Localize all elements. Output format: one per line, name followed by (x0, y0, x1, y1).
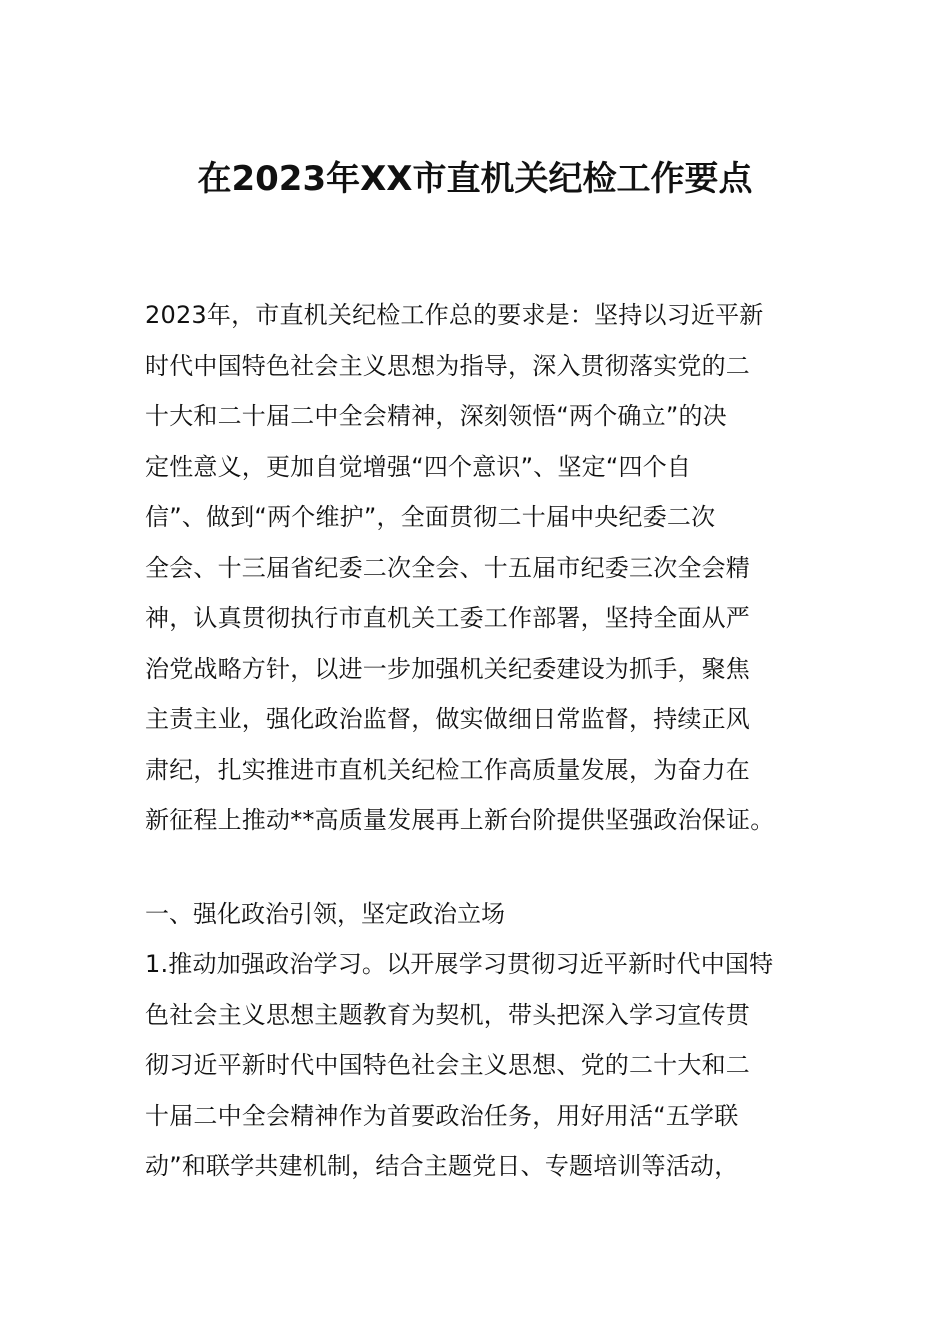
intro-line: 十大和二十届二中全会精神，深刻领悟“两个确立”的决 (145, 402, 727, 430)
intro-paragraph (145, 290, 825, 846)
item-line: 1.推动加强政治学习。以开展学习贯彻习近平新时代中国特 (145, 950, 774, 978)
item-1-paragraph (145, 939, 825, 1192)
section-heading: 一、强化政治引领，坚定政治立场 (145, 900, 505, 928)
item-line: 十届二中全会精神作为首要政治任务，用好用活“五学联 (145, 1101, 739, 1130)
item-line: 动”和联学共建机制，结合主题党日、专题培训等活动， (145, 1152, 739, 1180)
document-title: 在2023年XX市直机关纪检工作要点 (197, 159, 753, 199)
intro-line: 主责主业，强化政治监督，做实做细日常监督，持续正风 (145, 705, 750, 733)
intro-line: 肃纪，扎实推进市直机关纪检工作高质量发展，为奋力在 (145, 755, 750, 784)
intro-line: 全会、十三届省纪委二次全会、十五届市纪委三次全会精 (145, 553, 750, 582)
intro-line: 新征程上推动**高质量发展再上新台阶提供坚强政治保证。 (145, 806, 775, 834)
intro-line: 神，认真贯彻执行市直机关工委工作部署，坚持全面从严 (145, 604, 750, 632)
intro-line: 信”、做到“两个维护”，全面贯彻二十届中央纪委二次 (145, 503, 716, 531)
intro-line: 2023年，市直机关纪检工作总的要求是：坚持以习近平新 (145, 301, 764, 329)
intro-line: 治党战略方针，以进一步加强机关纪委建设为抓手，聚焦 (145, 654, 750, 683)
item-line: 彻习近平新时代中国特色社会主义思想、党的二十大和二 (145, 1051, 750, 1079)
intro-line: 时代中国特色社会主义思想为指导，深入贯彻落实党的二 (145, 351, 750, 380)
item-line: 色社会主义思想主题教育为契机，带头把深入学习宣传贯 (145, 1000, 750, 1029)
intro-line: 定性意义，更加自觉增强“四个意识”、坚定“四个自 (145, 452, 692, 481)
